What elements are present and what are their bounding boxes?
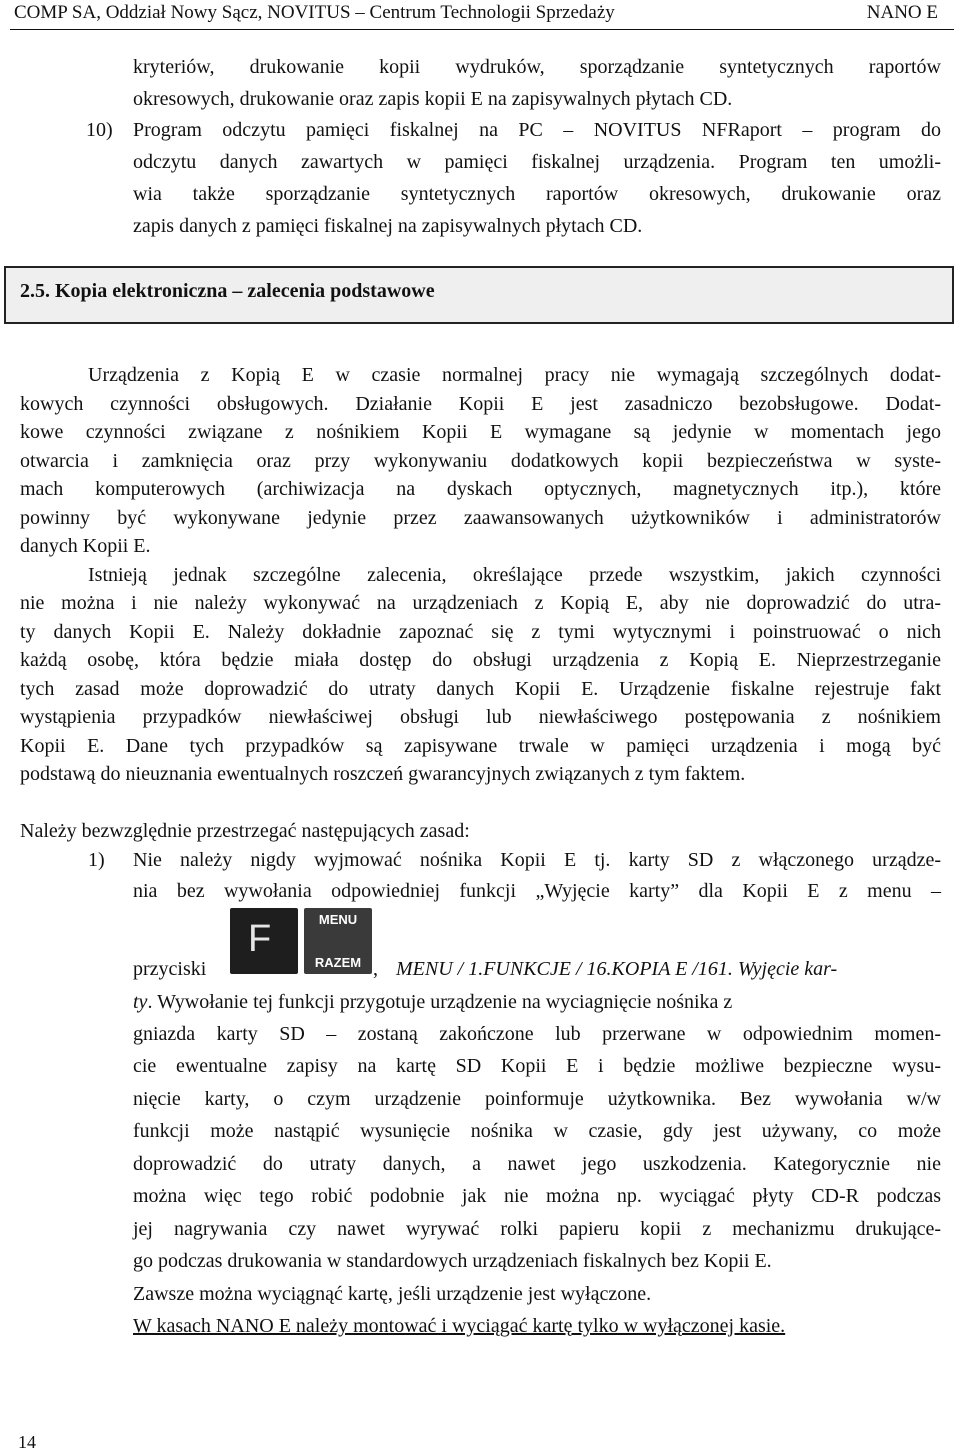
paragraph-line: kowych czynności obsługowych. Działanie Kopii E jest zasadniczo bezobsługowe. Dodat- bbox=[20, 393, 941, 415]
list-line: okresowych, drukowanie oraz zapis kopii E na zapisywalnych płytach CD. bbox=[133, 88, 733, 110]
f-key-icon: F bbox=[230, 908, 298, 974]
list-line: Program odczytu pamięci fiskalnej na PC – NOVITUS NFRaport – program do bbox=[133, 119, 941, 141]
paragraph-line: Urządzenia z Kopią E w czasie normalnej pracy nie wymagają szczególnych dodat- bbox=[88, 364, 941, 386]
rule-line: Nie należy nigdy wyjmować nośnika Kopii E tj. karty SD z włączonego urządze- bbox=[133, 849, 941, 871]
list-line: odczytu danych zawartych w pamięci fiskalnej urządzenia. Program ten umożli- bbox=[133, 151, 941, 173]
header-divider bbox=[10, 29, 954, 30]
menu-path-end: ty bbox=[133, 991, 148, 1013]
rule-warning: W kasach NANO E należy montować i wyciągać kartę tylko w wyłączonej kasie. bbox=[133, 1315, 786, 1337]
paragraph-line: każdą osobę, która będzie miała dostęp do obsługi urządzenia z Kopią E. Nieprzestrzeganie bbox=[20, 649, 941, 671]
paragraph-line: tych zasad może doprowadzić do utraty danych Kopii E. Urządzenie fiskalne rejestruje fakt bbox=[20, 678, 941, 700]
list-line: zapis danych z pamięci fiskalnej na zapisywalnych płytach CD. bbox=[133, 215, 643, 237]
rule-line: gniazda karty SD – zostaną zakończone lub przerwane w odpowiednim momen- bbox=[133, 1023, 941, 1045]
paragraph-line: podstawą do nieuznania ewentualnych roszczeń gwarancyjnych związanych z tym faktem. bbox=[20, 763, 746, 785]
rule-line: Zawsze można wyciągnąć kartę, jeśli urządzenie jest wyłączone. bbox=[133, 1283, 652, 1305]
paragraph-line: Istnieją jednak szczególne zalecenia, określające przede wszystkim, jakich czynności bbox=[88, 564, 941, 586]
rule-line: funkcji może nastąpić wysunięcie nośnika w czasie, gdy jest używany, co może bbox=[133, 1120, 941, 1142]
rule-line: można więc tego robić podobnie jak nie można np. wyciągać płyty CD-R podczas bbox=[133, 1185, 941, 1207]
list-item-number: 10) bbox=[86, 119, 113, 141]
paragraph-line: powinny być wykonywane jedynie przez zaawansowanych użytkowników i administratorów bbox=[20, 507, 941, 529]
list-line: kryteriów, drukowanie kopii wydruków, sporządzanie syntetycznych raportów bbox=[133, 56, 941, 78]
rule-number: 1) bbox=[88, 849, 105, 871]
page-header-product: NANO E bbox=[866, 2, 938, 23]
page-number: 14 bbox=[18, 1432, 36, 1452]
keys-comma: , bbox=[373, 958, 378, 980]
menu-razem-key-icon: MENU RAZEM bbox=[304, 908, 372, 974]
paragraph-line: kowe czynności związane z nośnikiem Kopii E wymagane są jedynie w momentach jego bbox=[20, 421, 941, 443]
rule-line bbox=[133, 990, 732, 1014]
rules-intro: Należy bezwzględnie przestrzegać następujących zasad: bbox=[20, 820, 470, 842]
rule-line: nięcie karty, o czym urządzenie poinformuje użytkownika. Bez wywołania w/w bbox=[133, 1088, 941, 1110]
paragraph-line: danych Kopii E. bbox=[20, 535, 151, 557]
page-header-title: COMP SA, Oddział Nowy Sącz, NOVITUS – Centrum Technologii Sprzedaży bbox=[14, 2, 615, 23]
rule-line: doprowadzić do utraty danych, a nawet jego uszkodzenia. Kategorycznie nie bbox=[133, 1153, 941, 1175]
rule-line: jej nagrywania czy nawet wyrywać rolki papieru kopii z mechanizmu drukujące- bbox=[133, 1218, 941, 1240]
section-title: 2.5. Kopia elektroniczna – zalecenia podstawowe bbox=[20, 280, 435, 302]
paragraph-line: otwarcia i zamknięcia oraz przy wykonywaniu dodatkowych kopii bezpieczeństwa w syste- bbox=[20, 450, 941, 472]
rule-line: go podczas drukowania w standardowych urządzeniach fiskalnych bez Kopii E. bbox=[133, 1250, 772, 1272]
rule-line: nia bez wywołania odpowiedniej funkcji „Wyjęcie karty” dla Kopii E z menu – bbox=[133, 880, 941, 902]
paragraph-line: Kopii E. Dane tych przypadków są zapisywane trwale w pamięci urządzenia i mogą być bbox=[20, 735, 941, 757]
rule-line: cie ewentualne zapisy na kartę SD Kopii E i będzie możliwe bezpieczne wysu- bbox=[133, 1055, 941, 1077]
paragraph-line: mach komputerowych (archiwizacja na dyskach optycznych, magnetycznych itp.), które bbox=[20, 478, 941, 500]
list-line: wia także sporządzanie syntetycznych raportów okresowych, drukowanie oraz bbox=[133, 183, 941, 205]
section-heading-box bbox=[4, 266, 954, 324]
paragraph-line: wystąpienia przypadków niewłaściwej obsługi lub niewłaściwego postępowania z nośnikiem bbox=[20, 706, 941, 728]
rule-text: . Wywołanie tej funkcji przygotuje urządzenie na wyciagnięcie nośnika z bbox=[147, 991, 733, 1013]
menu-path: MENU / 1.FUNKCJE / 16.KOPIA E /161. Wyjęcie kar- bbox=[396, 958, 838, 980]
paragraph-line: nie można i nie należy wykonywać na urządzeniach z Kopią E, aby nie doprowadzić do utra- bbox=[20, 592, 941, 614]
paragraph-line: ty danych Kopii E. Należy dokładnie zapoznać się z tymi wytycznymi i poinstruować o nich bbox=[20, 621, 941, 643]
keys-prefix: przyciski bbox=[133, 958, 207, 980]
